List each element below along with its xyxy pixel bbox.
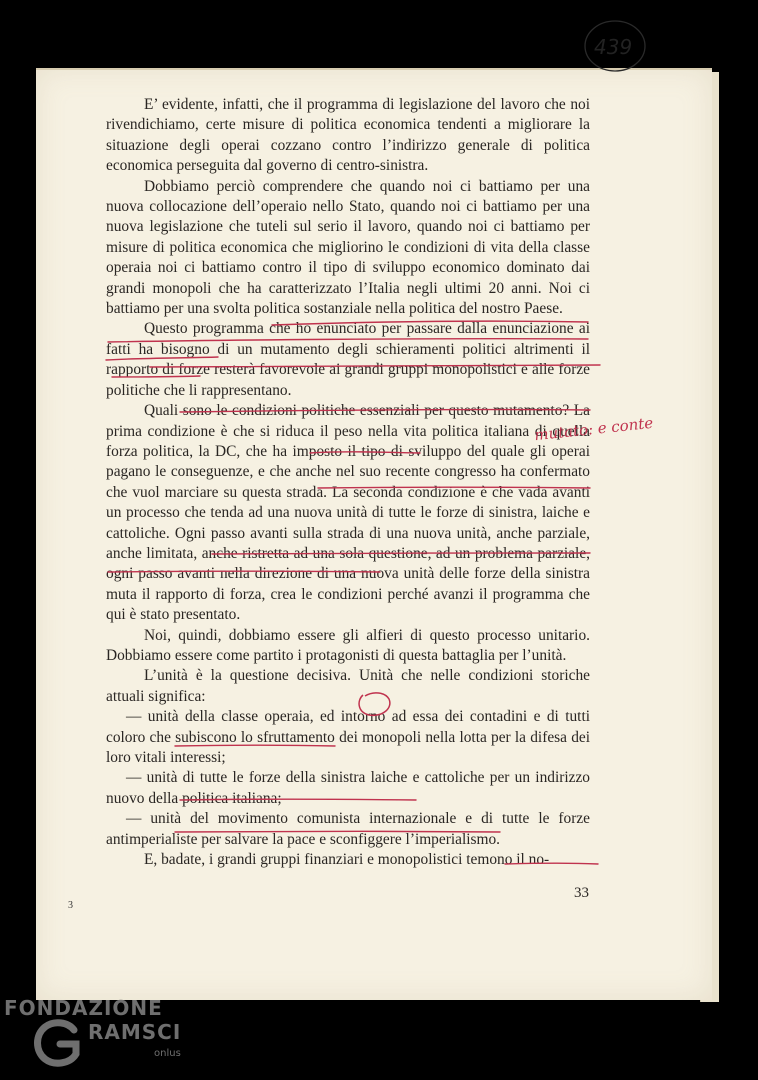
fondazione-gramsci-logo [4,996,194,1076]
logo-line1: FONDAZIONE [4,996,163,1020]
paragraph: Noi, quindi, dobbiamo essere gli alfieri di questo processo unitario. Dobbiamo essere come partito i protagonisti di questa battaglia per l’unità. [106,626,590,664]
paragraph: E’ evidente, infatti, che il programma di legislazione del lavoro che noi rivendichiamo, certe misure di politica economica tendenti a migliorare la situazione degli operai cozzano contro l’indirizzo generale di politica economica perseguita dal governo di centro-sinistra. [106,96,590,175]
signature-mark: 3 [68,900,73,911]
paragraph: Quali sono le condizioni politiche essenziali per questo mutamento? La prima condizione è che si riduca il peso nella vita politica italiana di quella forza politica, la DC, che ha imposto il tipo di sviluppo del quale gli operai pagano le conseguenze, e che anche nel suo recente congresso ha confermato che vuol marciare su questa strada. La seconda condizione è che vada avanti un processo che tenda ad una nuova unità di tutte le forze di sinistra, laiche e cattoliche. Ogni passo avanti sulla strada di una nuova unità, anche parziale, anche limitata, anche ristretta ad una sola questione, ad un problema parziale, ogni passo avanti nella direzione di una nuova unità delle forze della sinistra muta il rapporto di forza, crea le condizioni perché avanzi il programma che qui è stato presentato. [106,402,590,624]
paragraph: Questo programma che ho enunciato per passare dalla enunciazione ai fatti ha bisogno di un mutamento degli schieramenti politici altrimenti il rapporto di forze resterà favorevole ai grandi gruppi monopolistici e alle forze politiche che li rappresentano. [106,320,590,399]
paragraph: Dobbiamo perciò comprendere che quando noi ci battiamo per una nuova collocazione dell’operaio nello Stato, quando noi ci battiamo per una nuova legislazione che tuteli sul serio il lavoro, quando noi ci battiamo per misure di politica economica che migliorino le condizioni di vita della classe operaia noi ci battiamo contro il tipo di sviluppo economico dominato dai grandi monopoli che ha caratterizzato l’Italia negli ultimi 20 anni. Noi ci battiamo per una svolta politica sostanziale nella politica del nostro Paese. [106,177,590,318]
page-number: 33 [574,885,589,901]
archive-folio-number [582,17,648,75]
list-item: — unità di tutte le forze della sinistra laiche e cattoliche per un indirizzo nuovo della politica italiana; [106,769,590,807]
list-item: — unità del movimento comunista internazionale e di tutte le forze antimperialiste per salvare la pace e sconfiggere l’imperialismo. [106,810,590,848]
folio-text: 439 [594,35,633,59]
list-item: — unità della classe operaia, ed intorno ad essa dei contadini e di tutti coloro che subiscono lo sfruttamento dei monopoli nella lotta per la difesa dei loro vitali interessi; [106,708,590,766]
paragraph: L’unità è la questione decisiva. Unità che nelle condizioni storiche attuali significa: [106,667,590,705]
document-body [106,95,590,870]
paragraph: E, badate, i grandi gruppi finanziari e monopolistici temono il no- [144,851,550,869]
logo-g-icon [32,1016,84,1068]
circle-annotation-icon [355,690,395,718]
logo-line2: RAMSCI [88,1020,182,1044]
logo-suffix: onlus [154,1048,181,1059]
margin-note: mutato: e conte [533,413,655,445]
